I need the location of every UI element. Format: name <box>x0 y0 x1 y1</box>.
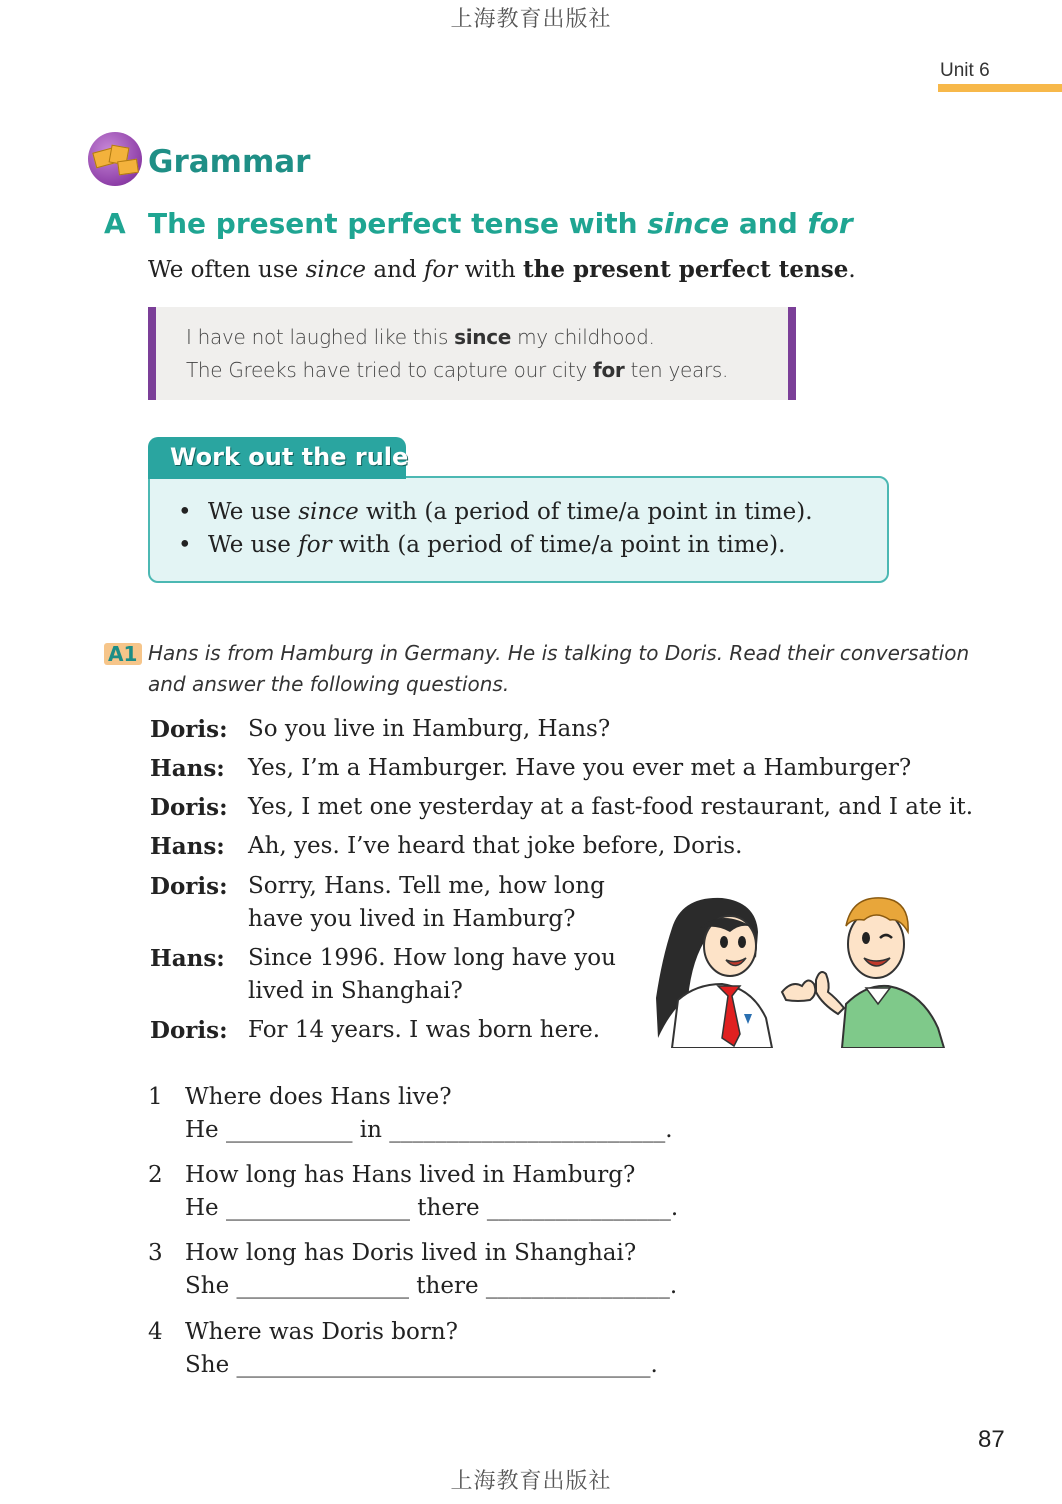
unit-bar <box>938 84 1062 92</box>
question-text: Where does Hans live? <box>185 1084 452 1110</box>
question-text: How long has Doris lived in Shanghai? <box>185 1240 637 1266</box>
dialogue-speaker: Doris: <box>150 716 228 743</box>
doris-figure <box>656 898 772 1048</box>
a1-label: A1 <box>108 642 138 666</box>
doris-hans-illustration <box>652 888 948 1048</box>
dialogue-speaker: Doris: <box>150 873 228 900</box>
answer-blank-line[interactable]: He ________________ there ________________. <box>185 1195 679 1221</box>
a1-instruction-line: and answer the following questions. <box>148 672 510 696</box>
publisher-header: 上海教育出版社 <box>450 7 612 32</box>
question-text: Where was Doris born? <box>185 1319 458 1345</box>
dialogue-line: Yes, I met one yesterday at a fast-food restaurant, and I ate it. <box>248 794 974 820</box>
page-number: 87 <box>978 1426 1005 1453</box>
a1-instruction-line: Hans is from Hamburg in Germany. He is talking to Doris. Read their conversation <box>148 641 970 665</box>
rule-item: • We use since with (a period of time/a point in time). <box>178 499 813 525</box>
dialogue-line: Ah, yes. I’ve heard that joke before, Doris. <box>248 833 743 859</box>
rule-item: • We use for with (a period of time/a point in time). <box>178 532 786 558</box>
example-sentence: I have not laughed like this since my childhood. <box>186 325 655 349</box>
publisher-footer: 上海教育出版社 <box>450 1469 612 1494</box>
answer-blank-line[interactable]: He ___________ in ________________________. <box>185 1117 673 1143</box>
dialogue-line: Sorry, Hans. Tell me, how long <box>248 873 605 899</box>
question-number: 2 <box>148 1162 163 1188</box>
dialogue-line: For 14 years. I was born here. <box>248 1017 601 1043</box>
answer-blank-line[interactable]: She ____________________________________. <box>185 1352 658 1378</box>
a1-badge <box>104 643 142 665</box>
dialogue-speaker: Hans: <box>150 833 225 860</box>
grammar-puzzle-icon <box>88 132 142 186</box>
section-letter: A <box>104 207 126 240</box>
question-text: How long has Hans lived in Hamburg? <box>185 1162 636 1188</box>
dialogue-line: lived in Shanghai? <box>248 978 463 1004</box>
example-box <box>148 307 796 400</box>
dialogue-line: have you lived in Hamburg? <box>248 906 576 932</box>
gesture-hands <box>782 972 844 1014</box>
example-sentence: The Greeks have tried to capture our city for ten years. <box>186 358 729 382</box>
question-number: 4 <box>148 1319 163 1345</box>
dialogue-line: Since 1996. How long have you <box>248 945 616 971</box>
dialogue-speaker: Hans: <box>150 945 225 972</box>
rule-box <box>148 476 889 583</box>
dialogue-speaker: Doris: <box>150 794 228 821</box>
rule-tab <box>148 437 409 479</box>
unit-label: Unit 6 <box>940 60 990 81</box>
question-number: 1 <box>148 1084 163 1110</box>
hans-figure <box>842 898 944 1048</box>
dialogue-line: Yes, I’m a Hamburger. Have you ever met a Hamburger? <box>248 755 912 781</box>
dialogue-speaker: Hans: <box>150 755 225 782</box>
section-title: The present perfect tense with since and for <box>148 207 853 240</box>
dialogue-speaker: Doris: <box>150 1017 228 1044</box>
intro-text: We often use since and for with the present perfect tense. <box>148 256 856 283</box>
question-number: 3 <box>148 1240 163 1266</box>
answer-blank-line[interactable]: She _______________ there ________________. <box>185 1273 678 1299</box>
grammar-heading: Grammar <box>148 144 311 180</box>
dialogue-line: So you live in Hamburg, Hans? <box>248 716 611 742</box>
rule-tab-label: Work out the rule <box>170 443 409 471</box>
